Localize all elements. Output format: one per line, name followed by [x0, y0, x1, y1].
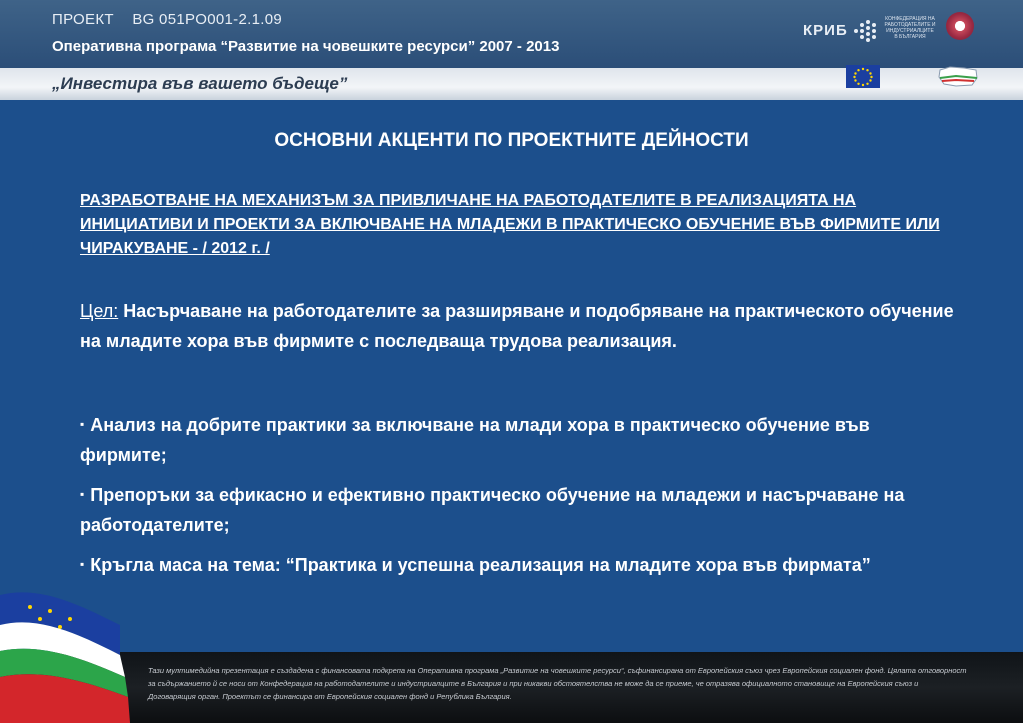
- list-item: [80, 549, 960, 580]
- goal-text: Насърчаване на работодателите за разширяване и подобряване на практическото обучение на младите хора във фирмите с последваща трудова реализация.: [80, 301, 954, 351]
- list-item: [80, 479, 960, 540]
- bullet-square-icon: ▪: [80, 487, 85, 501]
- slogan: „Инвестира във вашето бъдеще”: [52, 74, 348, 93]
- flags-decoration-icon: [0, 585, 140, 723]
- goal-label: Цел:: [80, 301, 119, 321]
- confederation-emblem-icon: [946, 12, 974, 40]
- project-code: BG 051PO001-2.1.09: [132, 11, 282, 28]
- project-code-line: [52, 11, 296, 28]
- esf-logo: [936, 64, 980, 88]
- list-item: [80, 409, 960, 470]
- bullet-text: Препоръки за ефикасно и ефективно практическо обучение на младежи и насърчаване на работодателите;: [80, 485, 905, 535]
- eu-flag-logo: [846, 65, 880, 88]
- slide-title: ОСНОВНИ АКЦЕНТИ ПО ПРОЕКТНИТЕ ДЕЙНОСТИ: [274, 130, 749, 151]
- krib-logo-text: КРИБ: [803, 22, 848, 39]
- confederation-logo-text: КОНФЕДЕРАЦИЯ НА РАБОТОДАТЕЛИТЕ И ИНДУСТРИАЛЦИТЕ В БЪЛГАРИЯ: [884, 16, 936, 40]
- goal-paragraph: [80, 296, 960, 356]
- bullet-square-icon: ▪: [80, 557, 85, 571]
- esf-map-icon: [936, 64, 980, 88]
- krib-dots-icon: [853, 20, 879, 42]
- bullet-text: Кръгла маса на тема: “Практика и успешна реализация на младите хора във фирмата”: [90, 555, 871, 575]
- activity-subtitle: РАЗРАБОТВАНЕ НА МЕХАНИЗЪМ ЗА ПРИВЛИЧАНЕ НА РАБОТОДАТЕЛИТЕ В РЕАЛИЗАЦИЯТА НА ИНИЦИАТИВИ И ПРОЕКТИ ЗА ВКЛЮЧВАНЕ НА МЛАДЕЖИ В ПРАКТИЧЕСКО ОБУЧЕНИЕ ВЪВ ФИРМИТЕ ИЛИ ЧИРАКУВАНЕ - / 2012 г. /: [80, 192, 940, 257]
- bullet-text: Анализ на добрите практики за включване на млади хора в практическо обучение във фирмите;: [80, 415, 870, 465]
- bullet-square-icon: ▪: [80, 417, 85, 431]
- eu-stars-icon: [851, 67, 875, 87]
- project-label: ПРОЕКТ: [52, 11, 114, 28]
- bullet-list: [80, 409, 960, 589]
- footer-disclaimer: Тази мултимедийна презентация е създадена с финансовата подкрепа на Оперативна програма „Развитие на човешките ресурси“, съфинансирана от Европейския съюз чрез Европейския социален фонд. Цялата отговорност за съдържанието й се носи от Конфедерация на работодателите и индустриалците в България и при никакви обстоятелства не може да се приеме, че отразява официалното становище на Европейския съюз и Договарящия орган. Проектът се финансира от Европейския социален фонд и Република България.: [148, 666, 967, 701]
- krib-logo: [803, 16, 883, 48]
- program-title: Оперативна програма “Развитие на човешките ресурси” 2007 - 2013: [52, 38, 560, 55]
